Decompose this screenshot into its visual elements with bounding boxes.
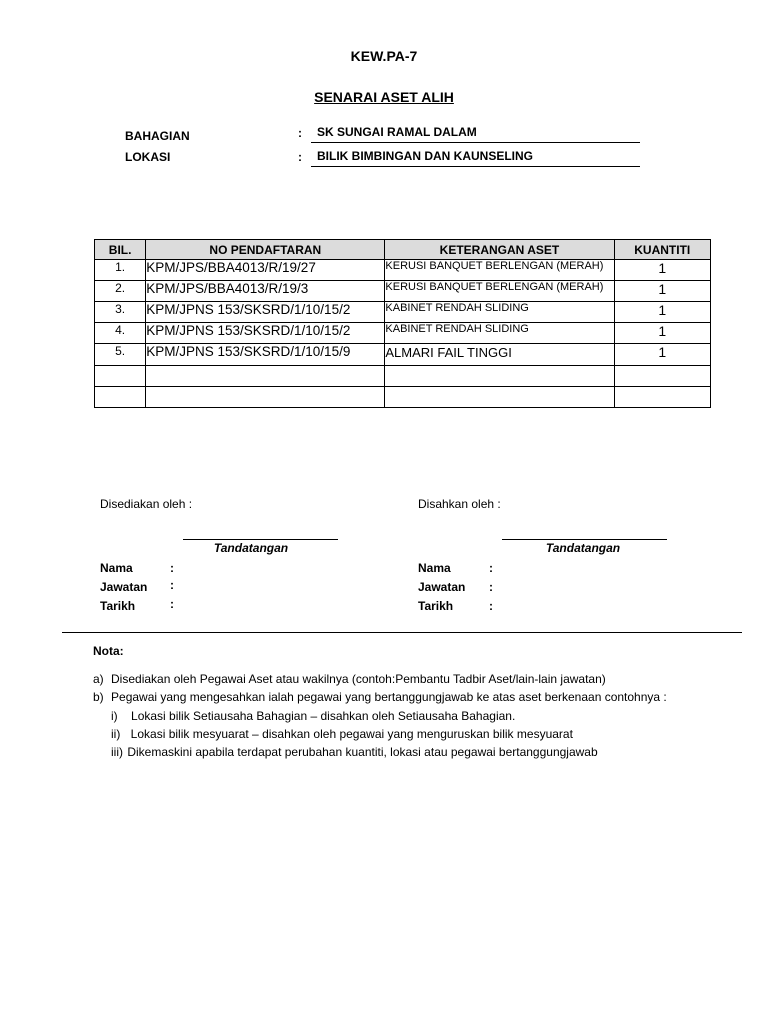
cell-bil xyxy=(95,366,146,387)
note-subitem xyxy=(111,709,515,723)
cell-no-pendaftaran: KPM/JPNS 153/SKSRD/1/10/15/2 xyxy=(146,302,385,323)
bahagian-label: BAHAGIAN xyxy=(125,129,190,143)
cell-kuantiti xyxy=(614,366,711,387)
table-row xyxy=(95,260,711,281)
cell-no-pendaftaran: KPM/JPS/BBA4013/R/19/27 xyxy=(146,260,385,281)
cell-bil: 2. xyxy=(95,281,146,302)
prepared-tarikh-label: Tarikh xyxy=(100,599,136,613)
cell-no-pendaftaran: KPM/JPNS 153/SKSRD/1/10/15/2 xyxy=(146,323,385,344)
header-kuantiti: KUANTITI xyxy=(614,240,711,260)
note-text: Dikemaskini apabila terdapat perubahan kuantiti, lokasi atau pegawai bertanggungjawab xyxy=(127,745,598,759)
prepared-signature-caption: Tandatangan xyxy=(213,541,289,555)
bahagian-colon: : xyxy=(298,126,302,140)
note-marker: b) xyxy=(93,690,104,704)
table-row-empty xyxy=(95,387,711,408)
header-no-pendaftaran: NO PENDAFTARAN xyxy=(146,240,385,260)
header-bil: BIL. xyxy=(95,240,146,260)
cell-bil: 5. xyxy=(95,344,146,366)
header-keterangan-aset: KETERANGAN ASET xyxy=(385,240,614,260)
approved-signature-line xyxy=(502,539,667,540)
approved-by-heading: Disahkan oleh : xyxy=(418,497,501,511)
note-marker: ii) xyxy=(111,727,121,741)
note-text: Lokasi bilik Setiausaha Bahagian – disahkan oleh Setiausaha Bahagian. xyxy=(131,709,516,723)
note-text: Lokasi bilik mesyuarat – disahkan oleh pegawai yang menguruskan bilik mesyuarat xyxy=(130,727,573,741)
cell-keterangan-aset: KABINET RENDAH SLIDING xyxy=(385,302,614,323)
cell-keterangan-aset xyxy=(385,387,614,408)
cell-kuantiti: 1 xyxy=(614,344,711,366)
cell-kuantiti xyxy=(614,387,711,408)
lokasi-value: BILIK BIMBINGAN DAN KAUNSELING xyxy=(311,149,640,167)
note-marker: a) xyxy=(93,672,104,686)
cell-bil: 1. xyxy=(95,260,146,281)
cell-keterangan-aset: KERUSI BANQUET BERLENGAN (MERAH) xyxy=(385,260,614,281)
note-text: Disediakan oleh Pegawai Aset atau wakilnya (contoh:Pembantu Tadbir Aset/lain-lain jawatan) xyxy=(111,672,606,686)
note-text: Pegawai yang mengesahkan ialah pegawai yang bertanggungjawab ke atas aset berkenaan contohnya : xyxy=(111,690,667,704)
cell-bil: 4. xyxy=(95,323,146,344)
note-marker: i) xyxy=(111,709,118,723)
prepared-signature-line xyxy=(183,539,338,540)
approved-jawatan-label: Jawatan xyxy=(418,580,466,594)
cell-bil: 3. xyxy=(95,302,146,323)
note-subitem xyxy=(111,745,598,759)
cell-no-pendaftaran xyxy=(146,387,385,408)
cell-kuantiti: 1 xyxy=(614,302,711,323)
note-item xyxy=(93,672,606,686)
cell-no-pendaftaran: KPM/JPS/BBA4013/R/19/3 xyxy=(146,281,385,302)
cell-keterangan-aset xyxy=(385,366,614,387)
prepared-by-heading: Disediakan oleh : xyxy=(100,497,193,511)
table-row xyxy=(95,302,711,323)
approved-jawatan-colon: : xyxy=(489,580,493,594)
asset-table-header xyxy=(95,240,711,260)
prepared-jawatan-colon: : xyxy=(170,578,174,592)
cell-kuantiti: 1 xyxy=(614,323,711,344)
note-marker: iii) xyxy=(111,745,123,759)
cell-no-pendaftaran: KPM/JPNS 153/SKSRD/1/10/15/9 xyxy=(146,344,385,366)
approved-tarikh-colon: : xyxy=(489,599,493,613)
lokasi-colon: : xyxy=(298,150,302,164)
form-code: KEW.PA-7 xyxy=(350,48,418,64)
prepared-tarikh-colon: : xyxy=(170,597,174,611)
form-title xyxy=(0,89,768,105)
bahagian-value: SK SUNGAI RAMAL DALAM xyxy=(311,125,640,143)
note-item xyxy=(93,690,667,704)
prepared-nama-colon: : xyxy=(170,561,174,575)
cell-keterangan-aset: KABINET RENDAH SLIDING xyxy=(385,323,614,344)
section-divider xyxy=(62,632,742,633)
prepared-nama-label: Nama xyxy=(100,561,133,575)
approved-tarikh-label: Tarikh xyxy=(418,599,454,613)
prepared-jawatan-label: Jawatan xyxy=(100,580,148,594)
approved-nama-label: Nama xyxy=(418,561,451,575)
lokasi-label: LOKASI xyxy=(125,150,171,164)
table-row xyxy=(95,323,711,344)
table-row xyxy=(95,281,711,302)
table-row xyxy=(95,344,711,366)
cell-kuantiti: 1 xyxy=(614,260,711,281)
cell-bil xyxy=(95,387,146,408)
cell-no-pendaftaran xyxy=(146,366,385,387)
approved-signature-caption: Tandatangan xyxy=(545,541,621,555)
note-subitem xyxy=(111,727,573,741)
nota-title: Nota: xyxy=(93,644,124,658)
table-row-empty xyxy=(95,366,711,387)
cell-keterangan-aset: KERUSI BANQUET BERLENGAN (MERAH) xyxy=(385,281,614,302)
cell-keterangan-aset: ALMARI FAIL TINGGI xyxy=(385,344,614,366)
form-title-text: SENARAI ASET ALIH xyxy=(314,89,454,105)
asset-table xyxy=(94,239,711,408)
cell-kuantiti: 1 xyxy=(614,281,711,302)
approved-nama-colon: : xyxy=(489,561,493,575)
